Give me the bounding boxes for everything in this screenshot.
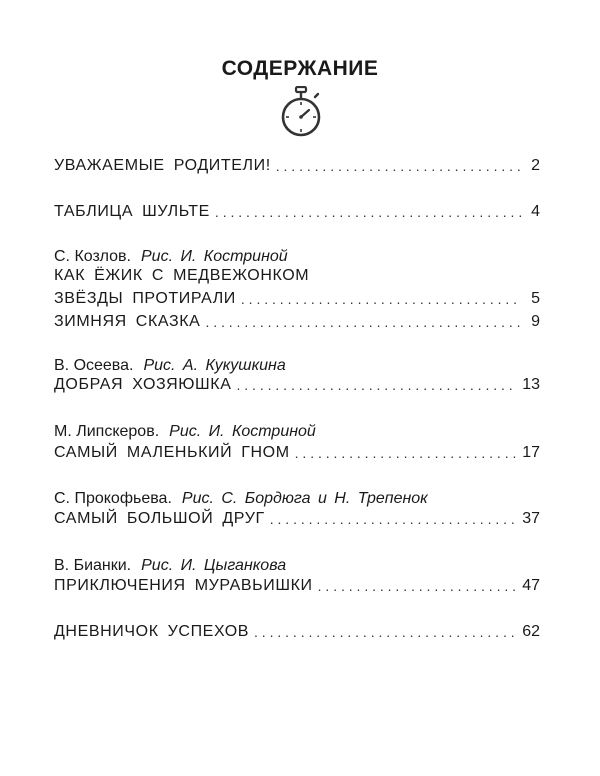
author-name: С. Козлов. [54, 248, 131, 265]
toc-entry-title: САМЫЙ МАЛЕНЬКИЙ ГНОМ [54, 444, 290, 461]
toc-entry[interactable] [54, 574, 540, 596]
toc-entry-title: КАК ЁЖИК С МЕДВЕЖОНКОМ [54, 267, 310, 284]
dot-leader [270, 509, 517, 529]
dot-leader [215, 202, 521, 222]
dot-leader [318, 576, 518, 596]
toc-entry-title: УВАЖАЕМЫЕ РОДИТЕЛИ! [54, 157, 271, 174]
toc-entry-title-line[interactable] [54, 264, 540, 286]
toc-entry-title: ЗИМНЯЯ СКАЗКА [54, 313, 201, 330]
author-name: М. Липскеров. [54, 423, 160, 440]
toc-entry[interactable] [54, 310, 540, 332]
illustrator: Рис. А. Кукушкина [143, 357, 286, 374]
toc-entry-title: САМЫЙ БОЛЬШОЙ ДРУГ [54, 510, 265, 527]
toc-entry-title: ДОБРАЯ ХОЗЯЮШКА [54, 376, 232, 393]
toc-entry[interactable] [54, 373, 540, 395]
dot-leader [254, 622, 517, 642]
toc-entry-title: ПРИКЛЮЧЕНИЯ МУРАВЬИШКИ [54, 577, 313, 594]
toc-entry-title: ДНЕВНИЧОК УСПЕХОВ [54, 623, 250, 640]
toc-entry[interactable] [54, 287, 540, 309]
stopwatch-icon [272, 86, 330, 140]
dot-leader [237, 375, 518, 395]
toc-entry-title: ЗВЁЗДЫ ПРОТИРАЛИ [54, 290, 236, 307]
page-title: СОДЕРЖАНИЕ [221, 57, 379, 80]
illustrator: Рис. И. Цыганкова [141, 557, 287, 574]
illustrator: Рис. И. Костриной [141, 248, 288, 265]
author-line [54, 422, 316, 442]
toc-entry-page: 17 [522, 444, 540, 461]
author-name: В. Осеева. [54, 357, 134, 374]
illustrator: Рис. С. Бордюга и Н. Трепенок [181, 490, 428, 507]
author-line [54, 556, 286, 576]
toc-entry[interactable] [54, 441, 540, 463]
author-name: С. Прокофьева. [54, 490, 172, 507]
toc-entry-page: 5 [531, 290, 540, 307]
illustrator: Рис. И. Костриной [169, 423, 316, 440]
toc-entry[interactable] [54, 507, 540, 529]
dot-leader [241, 289, 521, 309]
dot-leader [205, 312, 521, 332]
toc-entry-page: 2 [531, 157, 540, 174]
dot-leader [295, 443, 518, 463]
toc-entry-page: 9 [531, 313, 540, 330]
toc-entry[interactable] [54, 200, 540, 222]
toc-entry[interactable] [54, 154, 540, 176]
toc-entry[interactable] [54, 620, 540, 642]
author-name: В. Бианки. [54, 557, 132, 574]
toc-entry-page: 4 [531, 203, 540, 220]
toc-entry-title: ТАБЛИЦА ШУЛЬТЕ [54, 203, 210, 220]
toc-entry-page: 47 [522, 577, 540, 594]
toc-entry-page: 62 [522, 623, 540, 640]
dot-leader [276, 156, 521, 176]
toc-entry-page: 37 [522, 510, 540, 527]
author-line [54, 489, 428, 509]
toc-entry-page: 13 [522, 376, 540, 393]
